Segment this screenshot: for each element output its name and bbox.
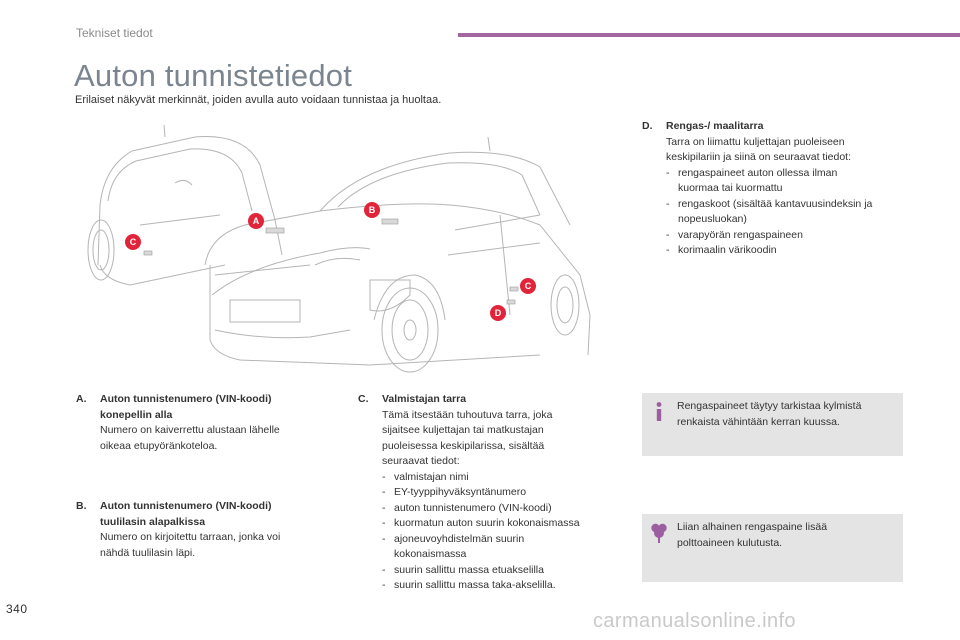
marker-a — [248, 213, 264, 229]
vin-plate-a — [266, 228, 284, 233]
eco-note-line-1: Liian alhainen rengaspaine lisää — [677, 521, 828, 533]
list-item: - rengaspaineet auton ollessa ilman kuormaa tai kuormattu — [666, 166, 868, 197]
item-b-body-2: nähdä tuulilasin läpi. — [100, 546, 196, 559]
info-note — [642, 393, 903, 456]
item-a-letter: A. — [76, 393, 87, 405]
item-a-title-2: konepellin alla — [100, 408, 173, 421]
item-d-letter: D. — [642, 120, 653, 132]
list-item: - rengaskoot (sisältää kantavuusindeksin ja nopeusluokan) — [666, 197, 914, 228]
info-note-line-2: renkaista vähintään kerran kuussa. — [677, 415, 840, 428]
marker-c — [520, 278, 536, 294]
list-item: - suurin sallittu massa taka-akselilla. — [382, 578, 623, 594]
item-c-bullet-list — [358, 470, 623, 594]
list-item: - suurin sallittu massa etuakselilla — [382, 563, 623, 579]
item-c-body-line: Tämä itsestään tuhoutuva tarra, joka — [382, 408, 553, 421]
list-item: - EY-tyyppihyväksyntänumero — [382, 485, 623, 501]
svg-text:D: D — [494, 308, 502, 318]
item-c-title: Valmistajan tarra — [382, 393, 467, 405]
page-number: 340 — [6, 602, 28, 616]
item-c — [358, 392, 623, 594]
item-d-body-line: keskipilariin ja siinä on seuraavat tiedot: — [666, 151, 852, 163]
vin-plate-b — [382, 219, 398, 224]
page-subtitle: Erilaiset näkyvät merkinnät, joiden avulla auto voidaan tunnistaa ja huoltaa. — [75, 94, 442, 106]
rear-label-c — [144, 251, 152, 255]
item-c-body-line: puoleisessa keskipilarissa, sisältää — [382, 439, 545, 452]
item-d-title: Rengas-/ maalitarra — [666, 120, 764, 132]
item-c-body-line: seuraavat tiedot: — [382, 455, 460, 467]
item-c-body-line: sijaitsee kuljettajan tai matkustajan — [382, 424, 544, 436]
front-car-drawing — [205, 137, 590, 372]
section-accent-bar — [458, 33, 960, 37]
list-item: - valmistajan nimi — [382, 470, 623, 486]
svg-text:C: C — [129, 237, 137, 247]
item-a — [76, 392, 326, 454]
item-d-bullet-list — [642, 166, 914, 259]
eco-note-line-2: polttoaineen kulutusta. — [677, 536, 783, 549]
section-label: Tekniset tiedot — [76, 26, 153, 40]
list-item: - auton tunnistenumero (VIN-koodi) — [382, 501, 623, 517]
svg-text:A: A — [252, 216, 260, 226]
eco-leaf-icon — [650, 522, 668, 544]
marker-d — [490, 305, 506, 321]
item-d — [642, 119, 912, 259]
list-item: - kuormatun auton suurin kokonaismassa — [382, 516, 623, 532]
list-item: - ajoneuvoyhdistelmän suurin kokonaismassa — [382, 532, 534, 563]
label-d — [507, 300, 515, 304]
marker-c-rear — [125, 234, 141, 250]
item-a-body-1: Numero on kaiverrettu alustaan lähelle — [100, 424, 280, 436]
rear-car-drawing — [88, 125, 282, 285]
watermark: carmanualsonline.info — [593, 610, 796, 632]
item-c-letter: C. — [358, 393, 369, 405]
list-item: - korimaalin värikoodin — [666, 243, 914, 259]
label-c — [510, 287, 518, 291]
item-a-body-2: oikeaa etupyöränkoteloa. — [100, 439, 218, 452]
item-d-body-line: Tarra on liimattu kuljettajan puoleiseen — [666, 135, 845, 148]
svg-text:B: B — [368, 205, 376, 215]
item-b-letter: B. — [76, 500, 87, 512]
list-item: - varapyörän rengaspaineen — [666, 228, 914, 244]
car-illustration — [70, 115, 610, 385]
info-note-line-1: Rengaspaineet täytyy tarkistaa kylmistä — [677, 400, 862, 412]
svg-text:C: C — [524, 281, 532, 291]
eco-note — [642, 514, 903, 582]
item-b-title-2: tuulilasin alapalkissa — [100, 515, 206, 528]
item-a-title-1: Auton tunnistenumero (VIN-koodi) — [100, 393, 272, 405]
item-b — [76, 499, 326, 561]
item-b-body-1: Numero on kirjoitettu tarraan, jonka voi — [100, 531, 281, 543]
item-b-title-1: Auton tunnistenumero (VIN-koodi) — [100, 500, 272, 512]
page-title: Auton tunnistetiedot — [74, 58, 353, 93]
info-icon — [650, 401, 668, 423]
marker-b — [364, 202, 380, 218]
